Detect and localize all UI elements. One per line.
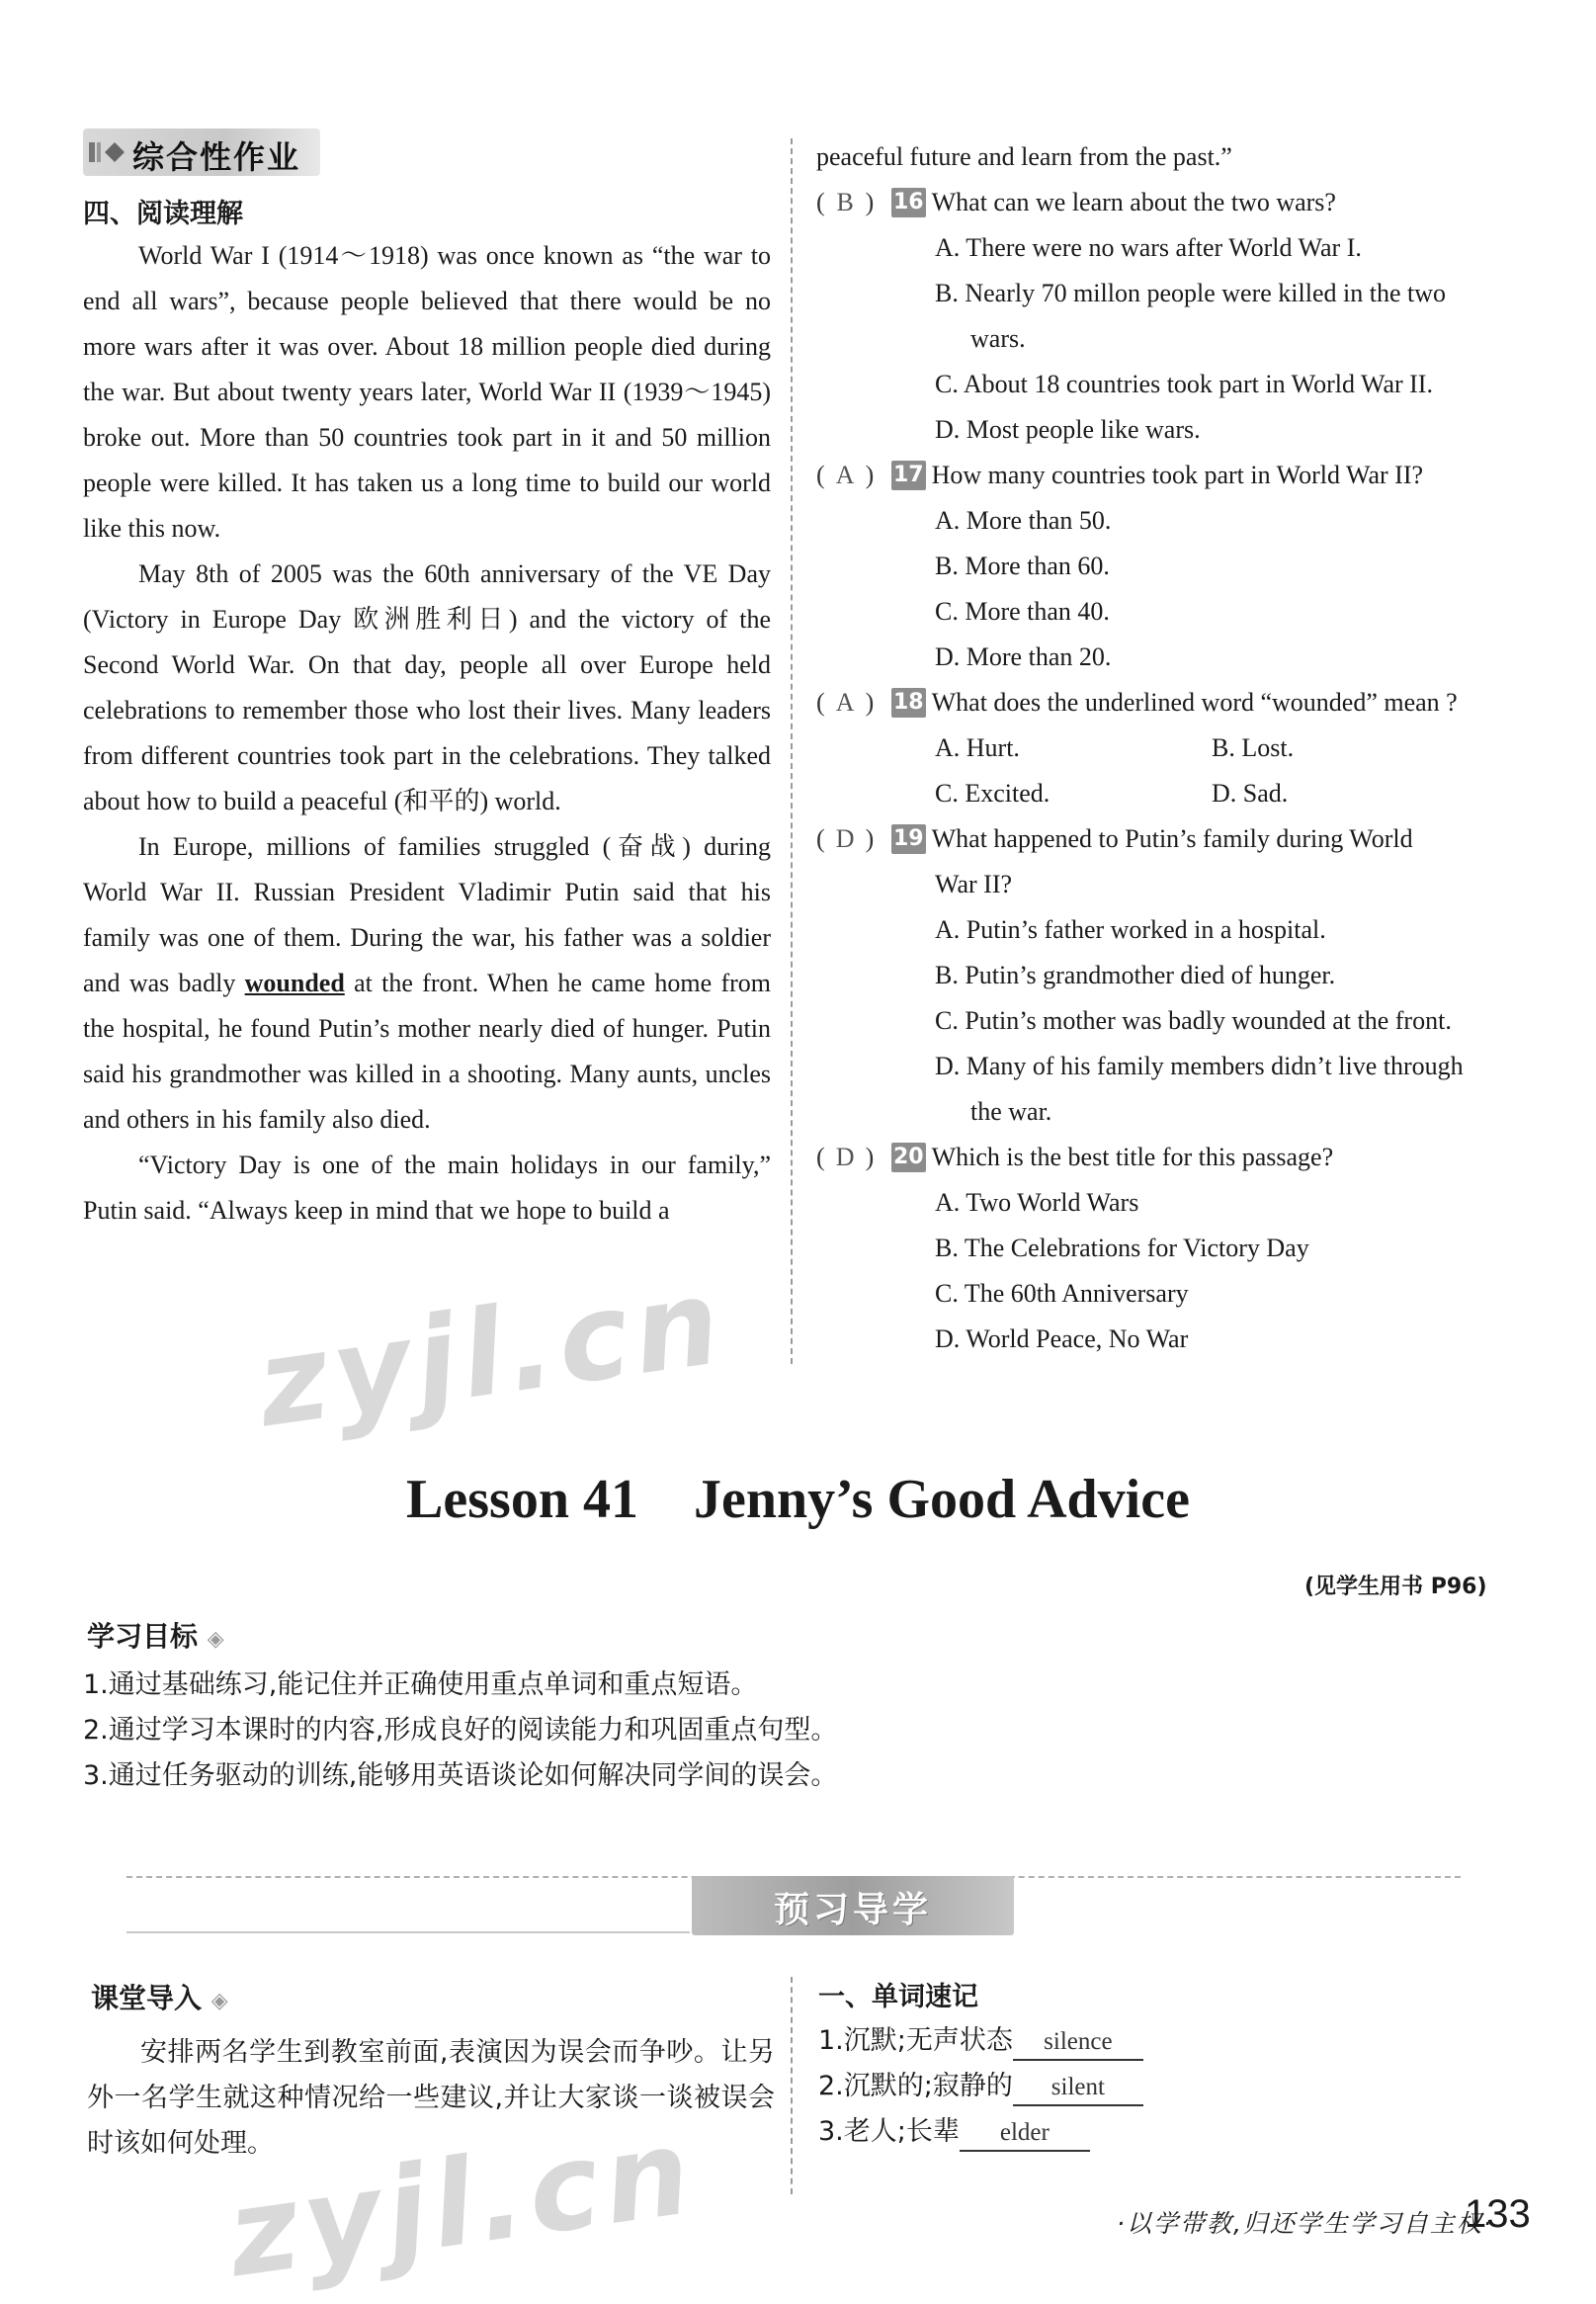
option: A. Putin’s father worked in a hospital. [935,915,1326,944]
vocab-item [818,2018,1143,2064]
question-number: 20 [891,1143,926,1172]
answer-paren: ( D ) [816,816,891,862]
lesson-title: Lesson 41 Jenny’s Good Advice [406,1469,1190,1530]
section-heading: 四、阅读理解 [83,199,243,229]
diamond-arrow-icon: ◈ [207,1627,224,1652]
column-divider [791,1977,793,2194]
answer-value: D [835,1143,855,1171]
question-number: 19 [891,824,926,854]
option-row [935,771,1508,816]
preview-title: 预习导学 [773,1890,932,1930]
answer-value: A [835,461,855,489]
passage-paragraph-3-start: In Europe, millions of families struggled (奋战) during World War II. Russian President Vladimir Putin said that his family was one of them. During the war, his father was a soldier and was badly [83,832,771,997]
passage-paragraph-1: World War I (1914～1918) was once known as “the war to end all wars”, because people believed that there would be no more wars after it was over. About 18 million people died during the war. But about twenty years later, World War II (1939～1945) broke out. More than 50 countries took part in it and 50 million people were killed. It has taken us a long time to build our world like this now. [83,241,771,543]
answer-paren: ( B ) [816,180,891,225]
intro-title [91,1977,228,2016]
page-number: 133 [1465,2192,1531,2236]
vocab-answer: elder [960,2116,1090,2152]
watermark: zyjl.cn [249,1252,733,1455]
option: C. More than 40. [935,597,1110,626]
option: D. Sad. [1212,779,1289,808]
question-text: What does the underlined word “wounded” mean ? [931,688,1458,717]
footer-motto: ·以学带教,归还学生学习自主权· [1117,2209,1493,2238]
option: B. More than 60. [935,552,1110,580]
vocab-prompt: 1.沉默;无声状态 [818,2025,1013,2056]
option: A. There were no wars after World War I. [935,233,1362,262]
vocab-answer: silent [1013,2071,1143,2106]
option: B. Nearly 70 millon people were killed in the two [935,279,1446,307]
question-18 [816,680,1508,816]
option: D. Many of his family members didn’t live through [935,1052,1464,1080]
section-banner-title: 综合性作业 [132,138,301,176]
question-16 [816,180,1508,453]
option: C. The 60th Anniversary [935,1279,1189,1308]
answer-value: D [835,824,855,853]
question-number: 16 [891,188,926,217]
option: C. Putin’s mother was badly wounded at the front. [935,1006,1452,1035]
diamond-arrow-icon [87,136,126,168]
intro-title-text: 课堂导入 [91,1982,203,2014]
vocab-item [818,2064,1143,2109]
question-text: How many countries took part in World War II? [931,461,1424,489]
vocab-list [818,2018,1143,2155]
answer-value: B [836,188,854,216]
passage-paragraph-3-end: at the front. When he came home from the hospital, he found Putin’s mother nearly died of hunger. Putin said his grandmother was killed in a shooting. Many aunts, uncles and others in his family also died. [83,969,771,1134]
option: A. Hurt. [935,733,1020,762]
question-text: What happened to Putin’s family during World [931,824,1413,853]
passage-paragraph-2: May 8th of 2005 was the 60th anniversary of the VE Day (Victory in Europe Day 欧洲胜利日) and the victory of the Second World War. On that day, people all over Europe held celebrations to remember those who lost their lives. Many leaders from different countries took part in the celebrations. They talked about how to build a peaceful (和平的) world. [83,559,771,815]
questions-column [816,134,1508,1362]
reading-passage [83,233,771,1234]
passage-continuation: peaceful future and learn from the past.” [816,142,1232,171]
book-reference: (见学生用书 P96) [1304,1575,1487,1599]
option: D. More than 20. [935,642,1112,671]
goals-title-text: 学习目标 [87,1620,199,1653]
question-text-wrap: War II? [935,870,1013,898]
goal-item: 2.通过学习本课时的内容,形成良好的阅读能力和巩固重点句型。 [83,1715,838,1746]
option-row [935,725,1508,771]
option: A. Two World Wars [935,1188,1139,1217]
option: D. World Peace, No War [935,1324,1189,1353]
option-wrap: the war. [970,1097,1052,1126]
answer-value: A [835,688,855,717]
goal-item: 1.通过基础练习,能记住并正确使用重点单词和重点短语。 [83,1669,758,1700]
passage-paragraph-4: “Victory Day is one of the main holidays in our family,” Putin said. “Always keep in mind that we hope to build a [83,1151,771,1225]
option: B. Lost. [1212,733,1295,762]
question-text: What can we learn about the two wars? [931,188,1336,216]
question-text: Which is the best title for this passage? [931,1143,1334,1171]
vocab-title: 一、单词速记 [818,1982,978,2012]
goal-item: 3.通过任务驱动的训练,能够用英语谈论如何解决同学间的误会。 [83,1760,838,1791]
option: C. Excited. [935,779,1050,808]
option: B. Putin’s grandmother died of hunger. [935,961,1336,989]
question-number: 18 [891,688,926,718]
vocab-prompt: 2.沉默的;寂静的 [818,2071,1013,2101]
solid-rule [126,1931,690,1933]
vocab-prompt: 3.老人;长辈 [818,2116,960,2147]
option: B. The Celebrations for Victory Day [935,1234,1309,1262]
answer-paren: ( A ) [816,680,891,725]
goals-title [87,1615,224,1655]
watermark: zyjl.cn [219,2102,704,2304]
answer-paren: ( A ) [816,453,891,498]
column-divider [791,138,793,1364]
goals-list [83,1663,837,1799]
answer-paren: ( D ) [816,1135,891,1180]
vocab-item [818,2109,1143,2155]
diamond-arrow-icon: ◈ [210,1989,228,2013]
option: A. More than 50. [935,506,1112,535]
option: D. Most people like wars. [935,415,1201,444]
question-17 [816,453,1508,680]
option: C. About 18 countries took part in World War II. [935,370,1433,398]
option-wrap: wars. [970,324,1026,353]
question-number: 17 [891,461,926,490]
underlined-word: wounded [244,969,345,997]
question-20 [816,1135,1508,1362]
question-19 [816,816,1508,1135]
passage-paragraph-3 [83,824,771,1143]
vocab-answer: silence [1013,2025,1143,2061]
intro-body: 安排两名学生到教室前面,表演因为误会而争吵。让另外一名学生就这种情况给一些建议,并让大家谈一谈被误会时该如何处理。 [87,2037,775,2159]
